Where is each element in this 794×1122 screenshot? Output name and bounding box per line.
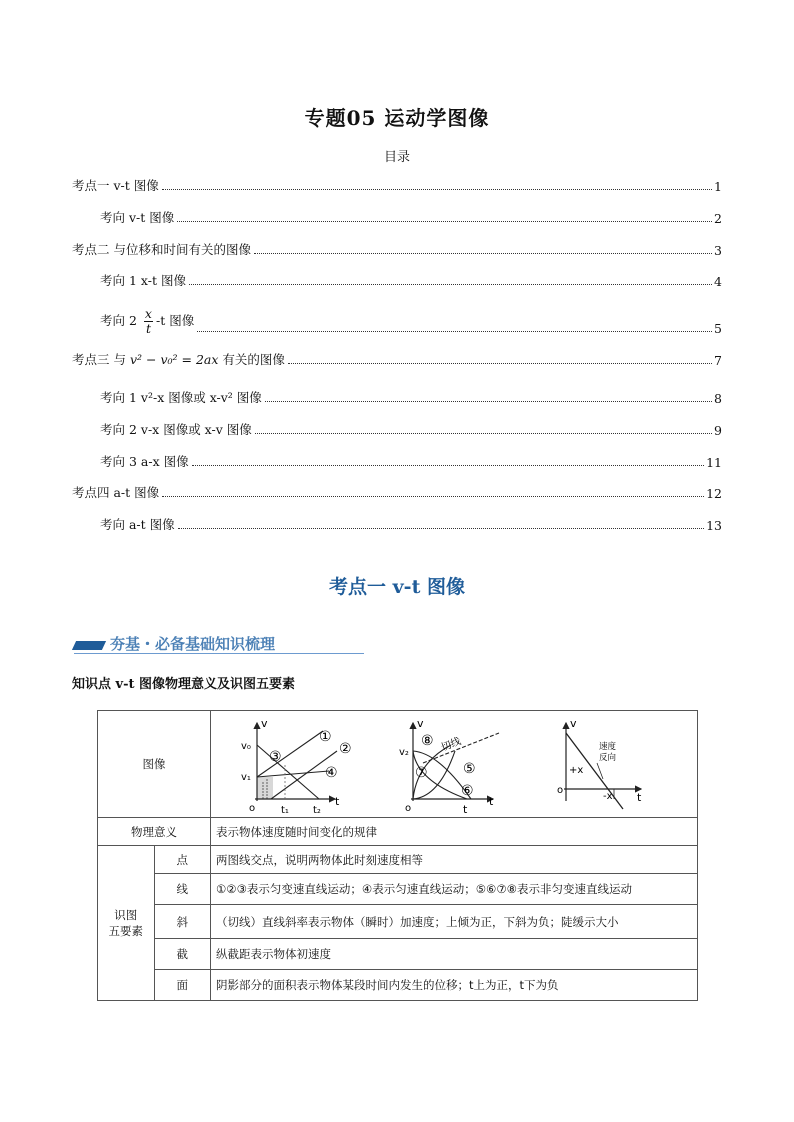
element-desc: 两图线交点，说明两物体此时刻速度相等: [211, 846, 698, 874]
toc-label-suffix: -t 图像: [155, 313, 195, 328]
toc-entry[interactable]: [72, 350, 722, 368]
toc-label: 考向 1 v²-x 图像或 x-v² 图像: [100, 390, 262, 405]
toc-leader: [189, 283, 712, 285]
toc-page: 1: [714, 179, 722, 194]
toc-label: 考点二 与位移和时间有关的图像: [72, 242, 251, 257]
toc-leader: [288, 362, 712, 364]
element-desc: ①②③表示匀变速直线运动；④表示匀速直线运动；⑤⑥⑦⑧表示非匀变速直线运动: [211, 874, 698, 905]
banner-accent: [72, 641, 106, 650]
graph-1: [241, 717, 352, 816]
label-v0: v₀: [241, 741, 251, 752]
toc-entry[interactable]: [100, 300, 722, 336]
label-plus-x: +x: [569, 765, 584, 776]
banner-text: 夯基・必备基础知识梳理: [110, 635, 276, 653]
toc-entry[interactable]: [100, 420, 722, 438]
knowledge-point-heading: 知识点 v-t 图像物理意义及识图五要素: [72, 677, 296, 692]
toc-label: 考向 2 v-x 图像或 x-v 图像: [100, 422, 252, 437]
axis-label-t: t: [335, 795, 340, 808]
origin-label: o: [557, 785, 564, 796]
marker-2: ②: [339, 741, 352, 757]
toc-label: [72, 350, 285, 368]
marker-8: ⑧: [421, 733, 434, 749]
origin-label: o: [405, 803, 412, 814]
toc-leader: [197, 330, 712, 332]
axis-label-v: v: [570, 717, 577, 730]
label-t1: t₁: [281, 805, 289, 816]
marker-5: ⑤: [463, 761, 476, 777]
fraction-x-over-t: [144, 307, 153, 336]
label-minus-x: -x: [603, 791, 613, 802]
marker-4: ④: [325, 765, 338, 781]
toc-leader: [255, 432, 712, 434]
toc-label: 考点四 a-t 图像: [72, 485, 160, 500]
toc-entry[interactable]: [100, 271, 722, 289]
toc-page: 12: [706, 486, 722, 501]
toc-label: 考向 a-t 图像: [100, 517, 175, 532]
toc-label-prefix: 考向 2: [100, 313, 137, 328]
toc-entry[interactable]: [100, 515, 722, 533]
label-v1: v₁: [241, 772, 251, 783]
group-header-line-2: 五要素: [108, 924, 143, 938]
marker-7: ⑦: [415, 765, 428, 781]
section-title: 考点一 v-t 图像: [329, 576, 465, 598]
tangent-label: 切线: [439, 736, 463, 754]
toc-page: 4: [714, 274, 722, 289]
toc-label: 考点一 v-t 图像: [72, 178, 159, 193]
label-reverse-2: 反向: [599, 753, 617, 763]
label-v2: v₂: [399, 747, 409, 758]
element-desc: 纵截距表示物体初速度: [211, 939, 698, 970]
page-title: 专题05 运动学图像: [304, 106, 490, 130]
axis-label-t: t: [489, 795, 494, 808]
origin-label: o: [249, 803, 256, 814]
section-banner: [74, 632, 364, 654]
fraction-numerator: x: [144, 306, 152, 321]
toc-leader: [162, 188, 712, 190]
element-name: 线: [154, 874, 211, 905]
row-header-meaning: 物理意义: [98, 818, 211, 846]
marker-6: ⑥: [461, 783, 474, 799]
toc-page: 9: [714, 423, 722, 438]
toc-leader: [192, 464, 704, 466]
element-desc: 阴影部分的面积表示物体某段时间内发生的位移；t上为正，t下为负: [211, 970, 698, 1001]
label-t: t: [463, 803, 468, 816]
row-header-graph: 图像: [98, 711, 211, 818]
graphs-cell: [211, 711, 698, 818]
toc-leader: [177, 220, 712, 222]
vt-graph-table: [97, 710, 698, 1001]
group-header-line-1: 识图: [114, 908, 138, 922]
marker-1: ①: [319, 729, 332, 745]
toc-page: 13: [706, 518, 722, 533]
toc-page: 11: [706, 455, 722, 470]
fraction-denominator: t: [145, 321, 151, 336]
graph-2: [399, 717, 499, 816]
group-header: [98, 846, 155, 1001]
toc-page: 5: [714, 321, 722, 336]
toc-page: 7: [714, 353, 722, 368]
graph-3: [557, 717, 642, 809]
toc-entry[interactable]: [72, 483, 722, 501]
toc-entry[interactable]: [100, 452, 722, 470]
label-reverse-1: 速度: [599, 742, 617, 752]
element-name: 截: [154, 939, 211, 970]
toc-entry[interactable]: [72, 176, 722, 194]
shaded-area: [257, 777, 273, 799]
toc-leader: [265, 400, 712, 402]
area-positive: [566, 735, 601, 789]
axis-label-v: v: [417, 717, 424, 730]
formula: v² − v₀² = 2ax: [129, 352, 219, 367]
meaning-text: 表示物体速度随时间变化的规律: [211, 818, 698, 846]
axis-label-t: t: [637, 791, 642, 804]
element-desc: （切线）直线斜率表示物体（瞬时）加速度；上倾为正，下斜为负；陡缓示大小: [211, 905, 698, 939]
toc-page: 8: [714, 391, 722, 406]
element-name: 点: [154, 846, 211, 874]
toc-leader: [162, 495, 704, 497]
axis-label-v: v: [261, 717, 268, 730]
toc-label: 考向 3 a-x 图像: [100, 454, 189, 469]
toc-label-prefix: 考点三 与: [72, 352, 126, 367]
toc-label: 考向 1 x-t 图像: [100, 273, 186, 288]
toc-entry[interactable]: [72, 240, 722, 258]
tangent-line: [423, 733, 499, 763]
toc-leader: [254, 252, 712, 254]
toc-label: [100, 307, 194, 336]
toc-label-suffix: 有关的图像: [222, 352, 285, 367]
toc-entry[interactable]: [100, 388, 722, 406]
toc-label: 考向 v-t 图像: [100, 210, 175, 225]
toc-page: 2: [714, 211, 722, 226]
label-t2: t₂: [313, 805, 321, 816]
toc-page: 3: [714, 243, 722, 258]
element-name: 面: [154, 970, 211, 1001]
toc-heading: 目录: [383, 150, 410, 165]
toc-leader: [178, 527, 704, 529]
toc-entry[interactable]: [100, 208, 722, 226]
marker-3: ③: [269, 749, 282, 765]
vt-graphs: [211, 711, 697, 817]
banner-underline: [74, 653, 364, 654]
element-name: 斜: [154, 905, 211, 939]
